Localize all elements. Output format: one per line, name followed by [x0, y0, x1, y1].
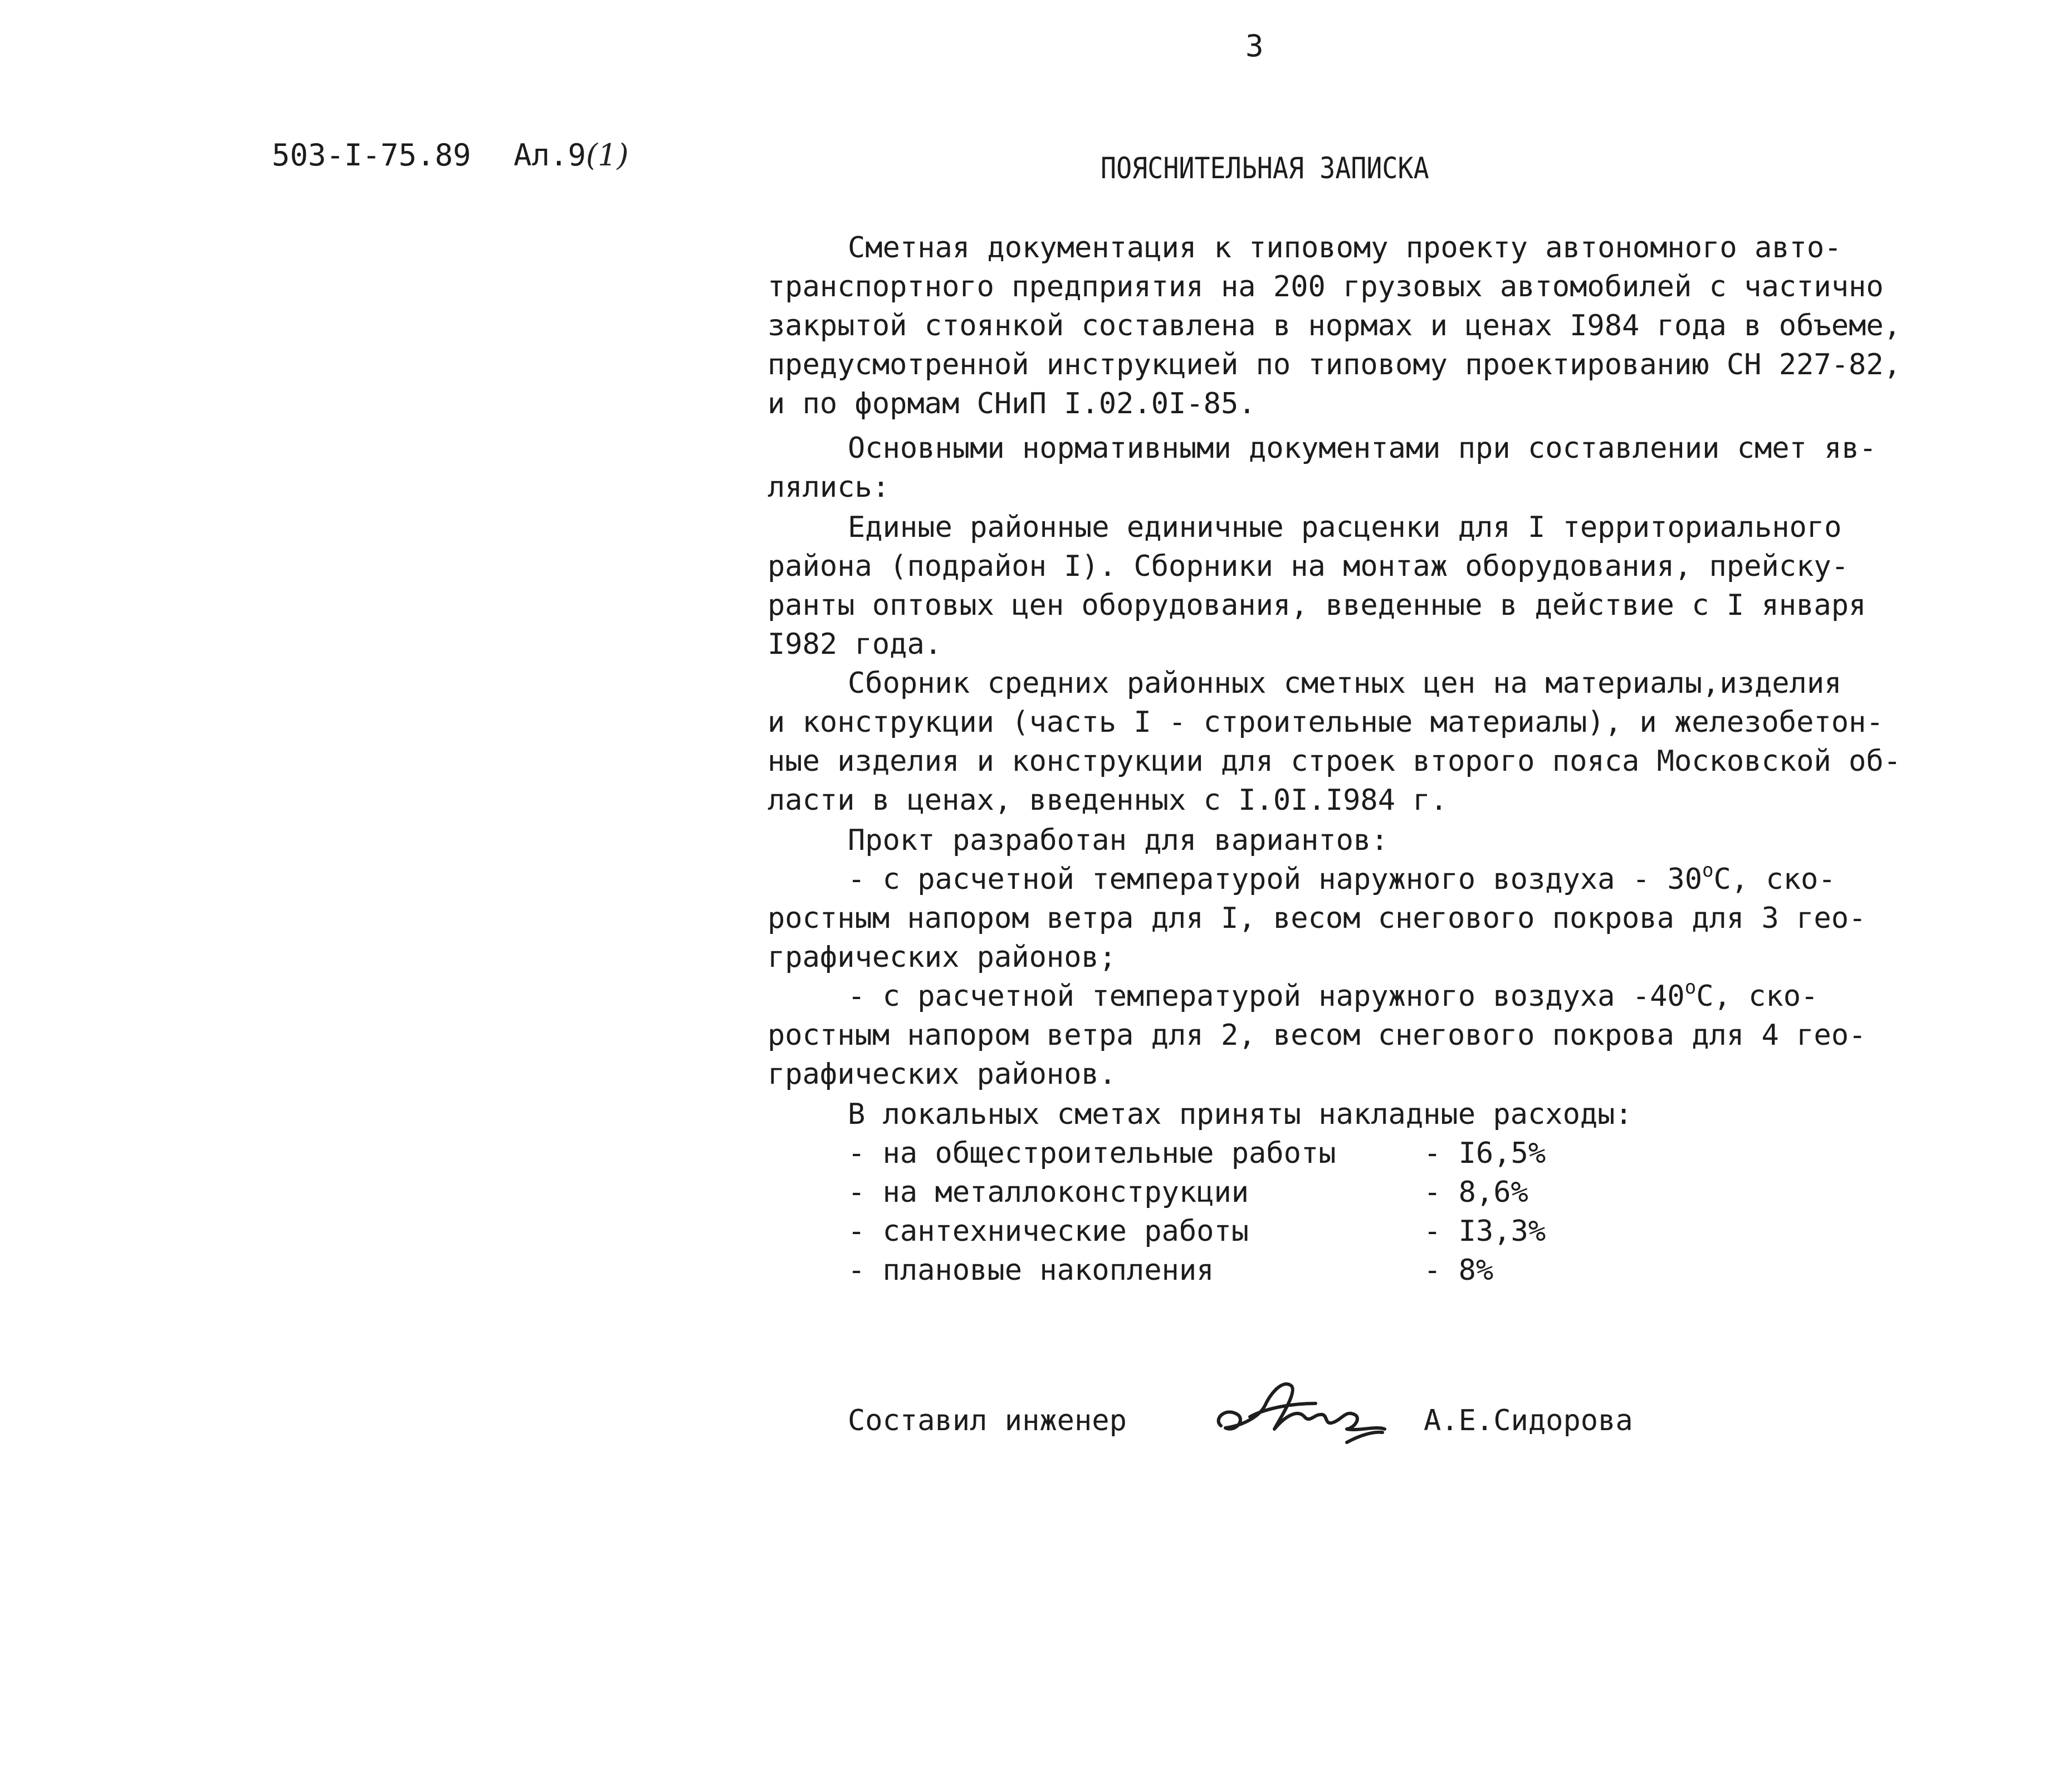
variant-1-end: С, ско-	[1713, 863, 1836, 896]
page-number: 3	[1245, 28, 1264, 63]
variant-2-end: С, ско-	[1696, 980, 1819, 1013]
body-line: графических районов.	[768, 1058, 1117, 1091]
compiled-by-label: Составил инженер	[848, 1404, 1127, 1437]
body-line: ростным напором ветра для I, весом снегового покрова для 3 гео-	[768, 902, 1866, 935]
degree-superscript: о	[1702, 859, 1714, 882]
body-line: графических районов;	[768, 941, 1117, 974]
rate-value: - I3,3%	[1424, 1215, 1546, 1248]
rate-label: - плановые накопления	[848, 1254, 1214, 1287]
body-line: ранты оптовых цен оборудования, введенные в действие с I января	[768, 589, 1866, 622]
sheet-prefix: Ал.9	[514, 138, 587, 173]
variant-1-start: - с расчетной температурой наружного воздуха - 30	[848, 863, 1703, 896]
body-line: Сметная документация к типовому проекту автономного авто-	[848, 231, 1842, 265]
rate-label: - на металлоконструкции	[848, 1176, 1249, 1209]
body-line: Прокт разработан для вариантов:	[848, 824, 1389, 857]
body-line: В локальных сметах приняты накладные расходы:	[848, 1098, 1633, 1131]
body-line: ростным напором ветра для 2, весом снегового покрова для 4 гео-	[768, 1019, 1866, 1052]
document-title: ПОЯСНИТЕЛЬНАЯ ЗАПИСКА	[1101, 151, 1429, 185]
rate-label: - сантехнические работы	[848, 1215, 1249, 1248]
body-line: предусмотренной инструкцией по типовому проектированию СН 227-82,	[768, 348, 1901, 381]
body-line: Основными нормативными документами при составлении смет яв-	[848, 432, 1877, 465]
rate-value: - I6,5%	[1424, 1137, 1546, 1170]
rate-value: - 8,6%	[1424, 1176, 1528, 1209]
handwritten-signature-icon	[1209, 1363, 1398, 1458]
variant-2-line	[848, 977, 1818, 1019]
body-line: Единые районные единичные расценки для I территориального	[848, 511, 1842, 544]
sheet-handwritten-number: (1)	[586, 138, 629, 173]
sheet-reference	[514, 136, 629, 175]
body-line: района (подрайон I). Сборники на монтаж оборудования, прейску-	[768, 550, 1849, 583]
body-line: I982 года.	[768, 628, 942, 661]
body-line: ласти в ценах, введенных с I.0I.I984 г.	[768, 784, 1448, 817]
body-line: Сборник средних районных сметных цен на материалы,изделия	[848, 667, 1842, 700]
variant-1-line	[848, 860, 1836, 902]
body-line: ные изделия и конструкции для строек второго пояса Московской об-	[768, 745, 1901, 778]
rate-value: - 8%	[1424, 1254, 1494, 1287]
body-line: транспортного предприятия на 200 грузовых автомобилей с частично	[768, 270, 1884, 304]
variant-2-start: - с расчетной температурой наружного воздуха -40	[848, 980, 1685, 1013]
document-code: 503-I-75.89	[272, 138, 471, 173]
rate-label: - на общестроительные работы	[848, 1137, 1336, 1170]
engineer-name: А.Е.Сидорова	[1424, 1404, 1633, 1437]
degree-superscript: о	[1684, 976, 1697, 999]
body-line: и по формам СНиП I.02.0I-85.	[768, 387, 1256, 420]
body-line: и конструкции (часть I - строительные материалы), и железобетон-	[768, 706, 1884, 739]
body-line: лялись:	[768, 471, 890, 504]
body-line: закрытой стоянкой составлена в нормах и ценах I984 года в объеме,	[768, 309, 1901, 343]
